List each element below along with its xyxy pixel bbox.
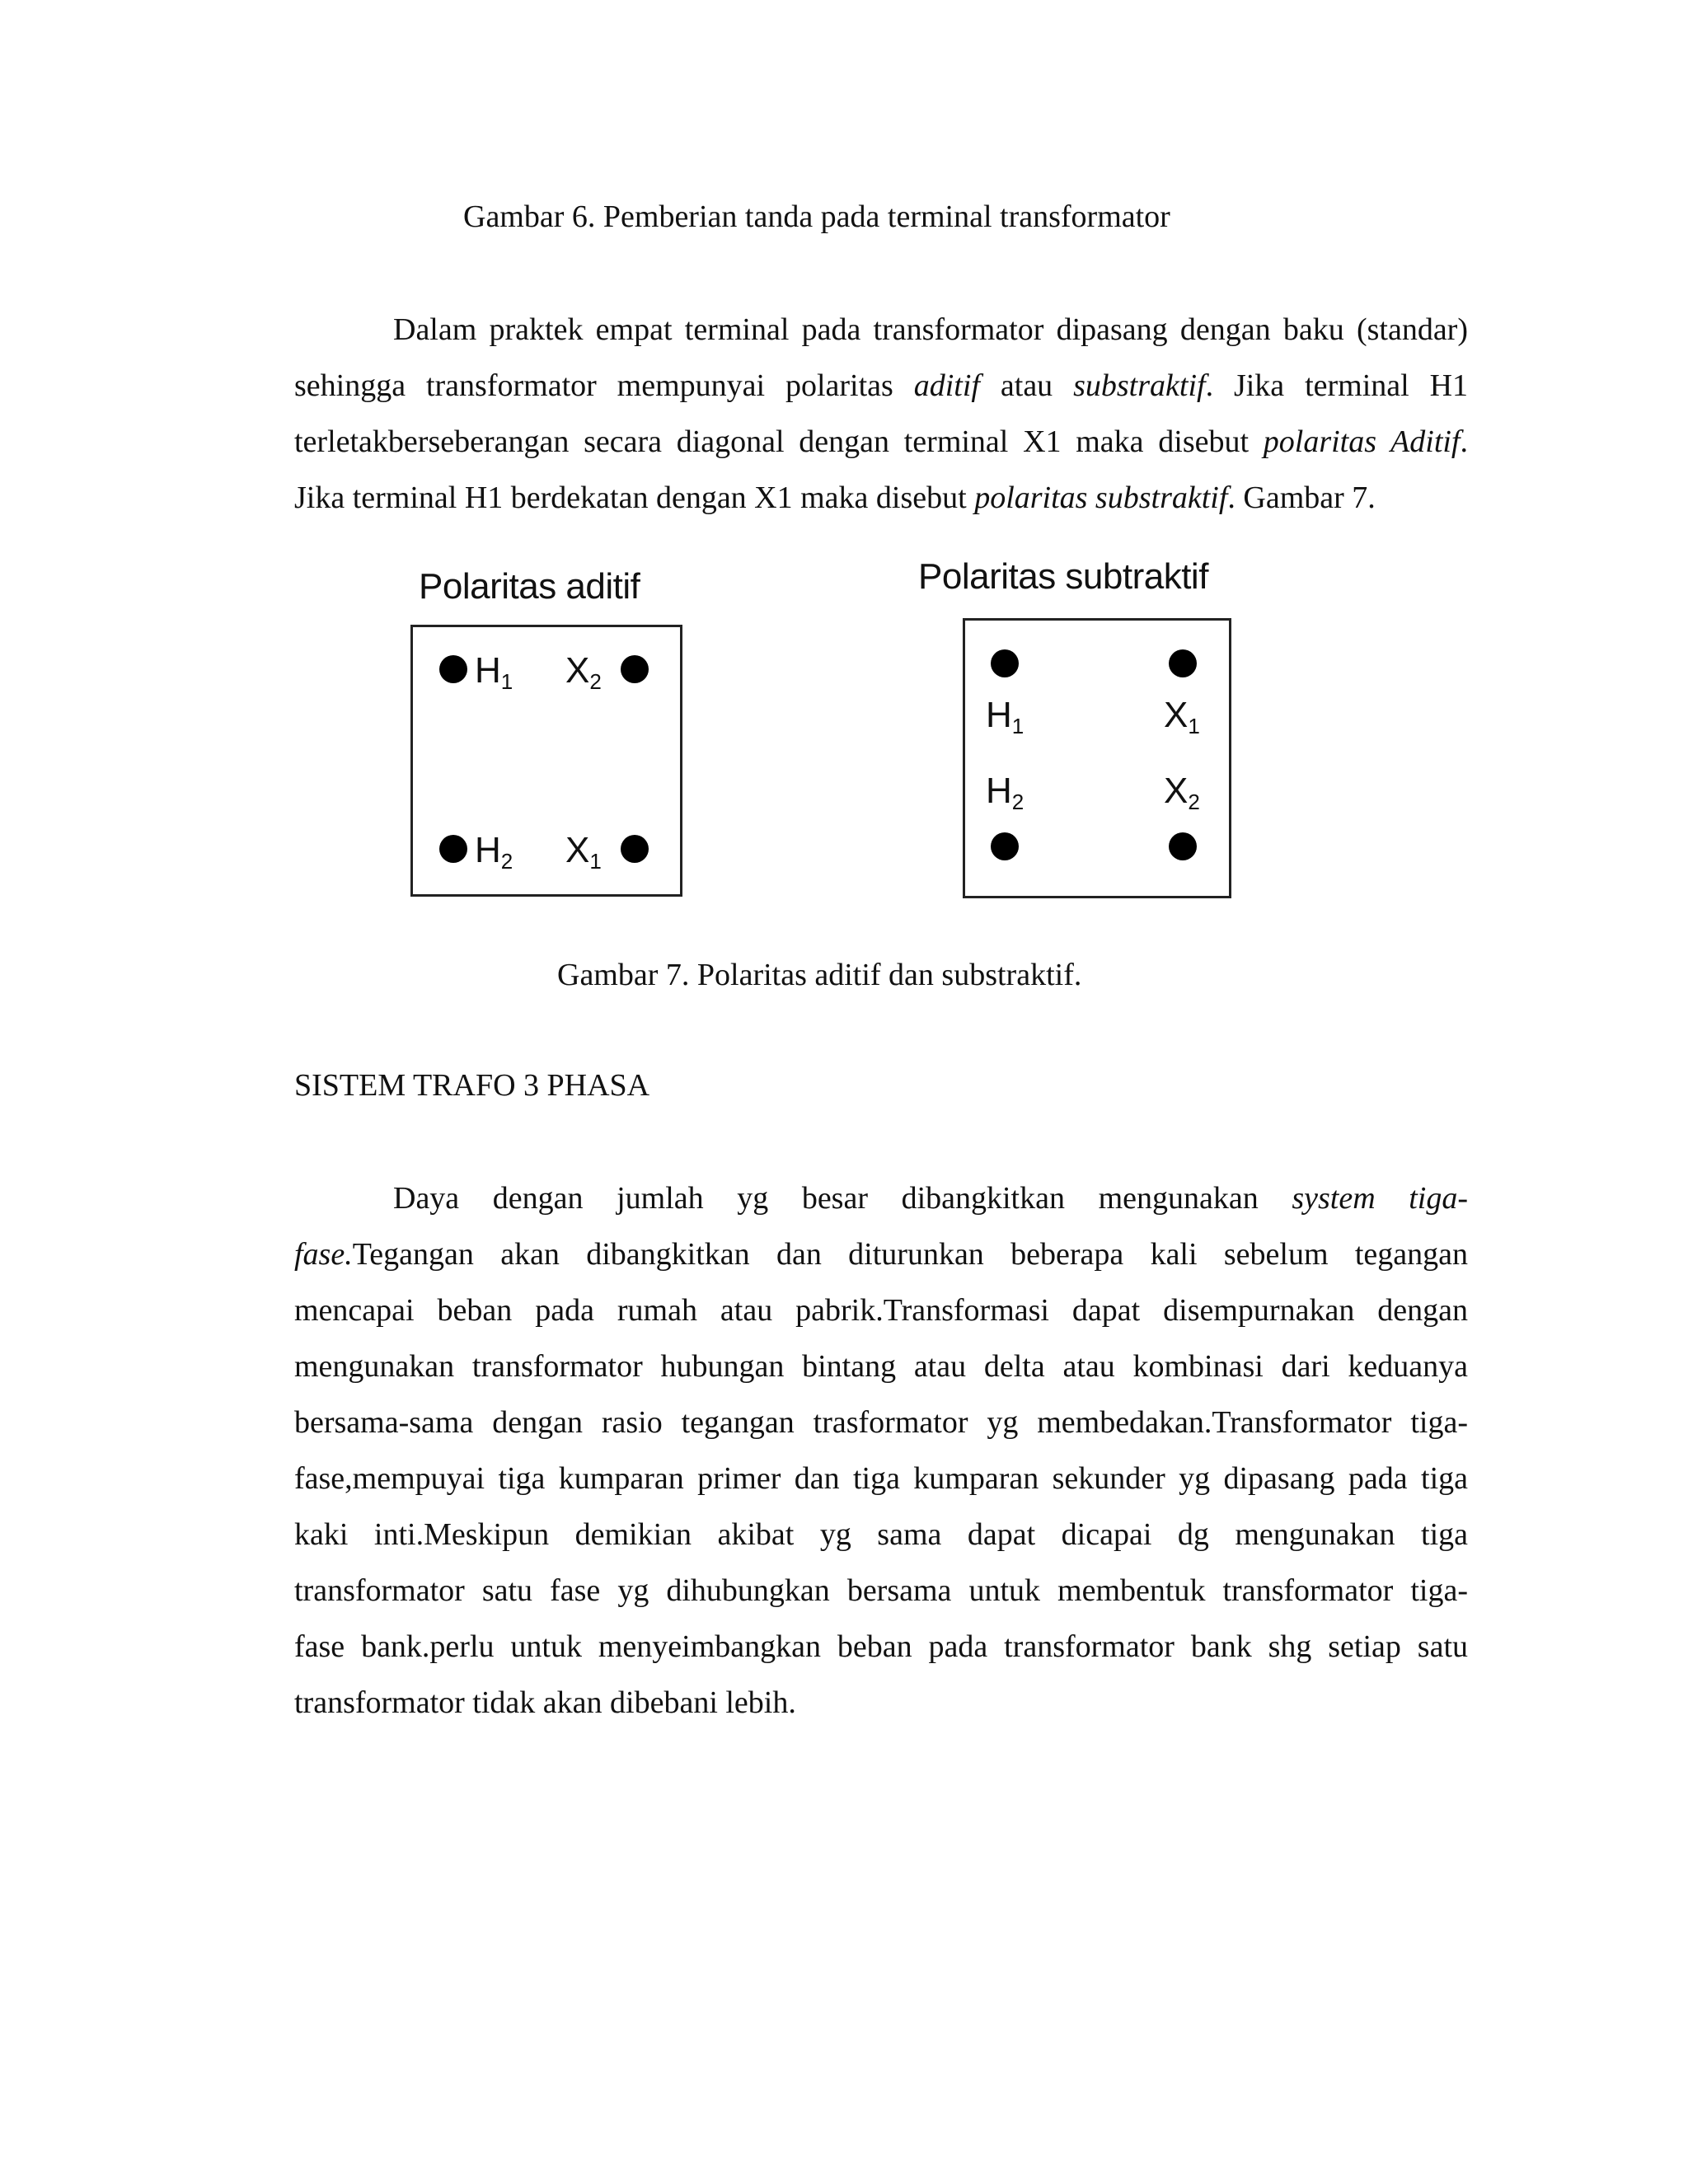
- terminal-dot-h2: [439, 835, 467, 863]
- figure-6-caption: Gambar 6. Pemberian tanda pada terminal transformator: [463, 199, 1170, 234]
- terminal-label-h1: $H_1$: [475, 650, 513, 694]
- terminal-dot-h2: [991, 832, 1019, 860]
- terminal-dot-x2: [1169, 832, 1197, 860]
- paragraph-line: transformator tidak akan dibebani lebih.: [294, 1685, 796, 1720]
- terminal-label-x2: $X_2$: [565, 650, 602, 694]
- paragraph-line: Dalam praktek empat terminal pada transformator dipasang dengan baku (standar): [393, 312, 1468, 347]
- paragraph-line: fase.Tegangan akan dibangkitkan dan diturunkan beberapa kali sebelum tegangan: [294, 1237, 1468, 1272]
- diagram-title: Polaritas subtraktif: [918, 556, 1208, 597]
- terminal-label-h2: $H_2$: [986, 771, 1025, 814]
- terminal-dot-h1: [991, 649, 1019, 677]
- paragraph-line: bersama-sama dengan rasio tegangan trasformator yg membedakan.Transformator tiga-: [294, 1405, 1468, 1440]
- diagram-title: Polaritas aditif: [419, 566, 640, 607]
- section-heading: SISTEM TRAFO 3 PHASA: [294, 1068, 650, 1103]
- figure-7-caption: Gambar 7. Polaritas aditif dan substraktif.: [557, 958, 1082, 992]
- paragraph-line: fase bank.perlu untuk menyeimbangkan beban pada transformator bank shg setiap satu: [294, 1629, 1468, 1664]
- paragraph-line: terletakberseberangan secara diagonal dengan terminal X1 maka disebut polaritas Aditif.: [294, 424, 1468, 459]
- paragraph-three-phase: [294, 1170, 1468, 1731]
- terminal-label-h2: $H_2$: [475, 830, 513, 874]
- terminal-dot-x1: [1169, 649, 1197, 677]
- paragraph-line: fase,mempuyai tiga kumparan primer dan tiga kumparan sekunder yg dipasang pada tiga: [294, 1461, 1468, 1496]
- terminal-dot-x1: [621, 835, 649, 863]
- terminal-dot-h1: [439, 655, 467, 683]
- terminal-label-x1: $X_1$: [1164, 695, 1200, 738]
- paragraph-line: Jika terminal H1 berdekatan dengan X1 maka disebut polaritas substraktif. Gambar 7.: [294, 480, 1376, 515]
- diagram-subtractive-polarity: [907, 557, 1286, 903]
- terminal-dot-x2: [621, 655, 649, 683]
- paragraph-line: mencapai beban pada rumah atau pabrik.Transformasi dapat disempurnakan dengan: [294, 1293, 1468, 1328]
- terminal-label-h1: $H_1$: [986, 695, 1025, 738]
- diagram-additive-polarity: [404, 560, 701, 907]
- terminal-label-x1: $X_1$: [565, 830, 602, 874]
- paragraph-line: sehingga transformator mempunyai polaritas aditif atau substraktif. Jika terminal H1: [294, 368, 1469, 403]
- paragraph-line: mengunakan transformator hubungan bintang atau delta atau kombinasi dari keduanya: [294, 1349, 1468, 1384]
- paragraph-line: transformator satu fase yg dihubungkan bersama untuk membentuk transformator tiga-: [294, 1573, 1468, 1608]
- paragraph-line: kaki inti.Meskipun demikian akibat yg sama dapat dicapai dg mengunakan tiga: [294, 1517, 1468, 1552]
- terminal-label-x2: $X_2$: [1164, 771, 1200, 814]
- paragraph-polarity: [294, 302, 1468, 526]
- paragraph-line: Daya dengan jumlah yg besar dibangkitkan mengunakan system tiga-: [393, 1181, 1468, 1216]
